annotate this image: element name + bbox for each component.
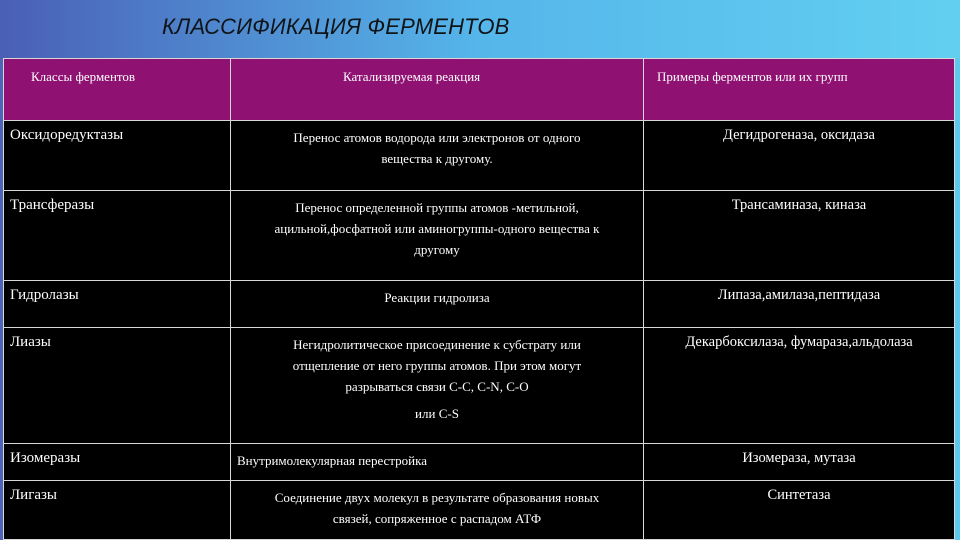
row-class: Лигазы [4,481,231,540]
reaction-line: Внутримолекулярная перестройка [237,453,427,468]
row-examples: Синтетаза [644,481,955,540]
reaction-line: Перенос атомов водорода или электронов от одного [293,130,581,145]
row-class: Лиазы [4,328,231,444]
row-reaction [231,481,644,540]
table-row [4,481,955,540]
reaction-line: Перенос определенной группы атомов -метильной, [295,200,579,215]
header-classes: Классы ферментов [4,59,231,121]
row-reaction [231,281,644,328]
reaction-line: или С-S [415,406,459,421]
row-examples: Дегидрогеназа, оксидаза [644,121,955,191]
table-row [4,191,955,281]
enzyme-classification-table [3,58,955,540]
row-examples: Изомераза, мутаза [644,444,955,481]
reaction-line: ацильной,фосфатной или аминогруппы-одного вещества к [274,221,600,236]
table-header-row [4,59,955,121]
row-class: Оксидоредуктазы [4,121,231,191]
row-class: Трансферазы [4,191,231,281]
header-examples: Примеры ферментов или их групп [644,59,955,121]
reaction-line: связей, сопряженное с распадом АТФ [332,511,542,526]
reaction-line: другому [414,242,460,257]
table-row [4,444,955,481]
row-reaction [231,444,644,481]
row-examples: Трансаминаза, киназа [644,191,955,281]
row-examples: Липаза,амилаза,пептидаза [644,281,955,328]
row-class: Изомеразы [4,444,231,481]
table-row [4,121,955,191]
reaction-line: разрываться связи С-С, С-N, С-О [345,379,529,394]
row-class: Гидролазы [4,281,231,328]
reaction-line: Соединение двух молекул в результате образования новых [274,490,600,505]
row-reaction [231,191,644,281]
header-reaction: Катализируемая реакция [231,59,644,121]
reaction-line: Реакции гидролиза [384,290,490,305]
slide-title: КЛАССИФИКАЦИЯ ФЕРМЕНТОВ [162,14,510,39]
row-reaction [231,328,644,444]
table-row [4,281,955,328]
table-row [4,328,955,444]
reaction-line: отщепление от него группы атомов. При этом могут [292,358,582,373]
reaction-line: Негидролитическое присоединение к субстрату или [293,337,581,352]
reaction-line: вещества к другому. [381,151,493,166]
row-examples: Декарбоксилаза, фумараза,альдолаза [644,328,955,444]
row-reaction [231,121,644,191]
